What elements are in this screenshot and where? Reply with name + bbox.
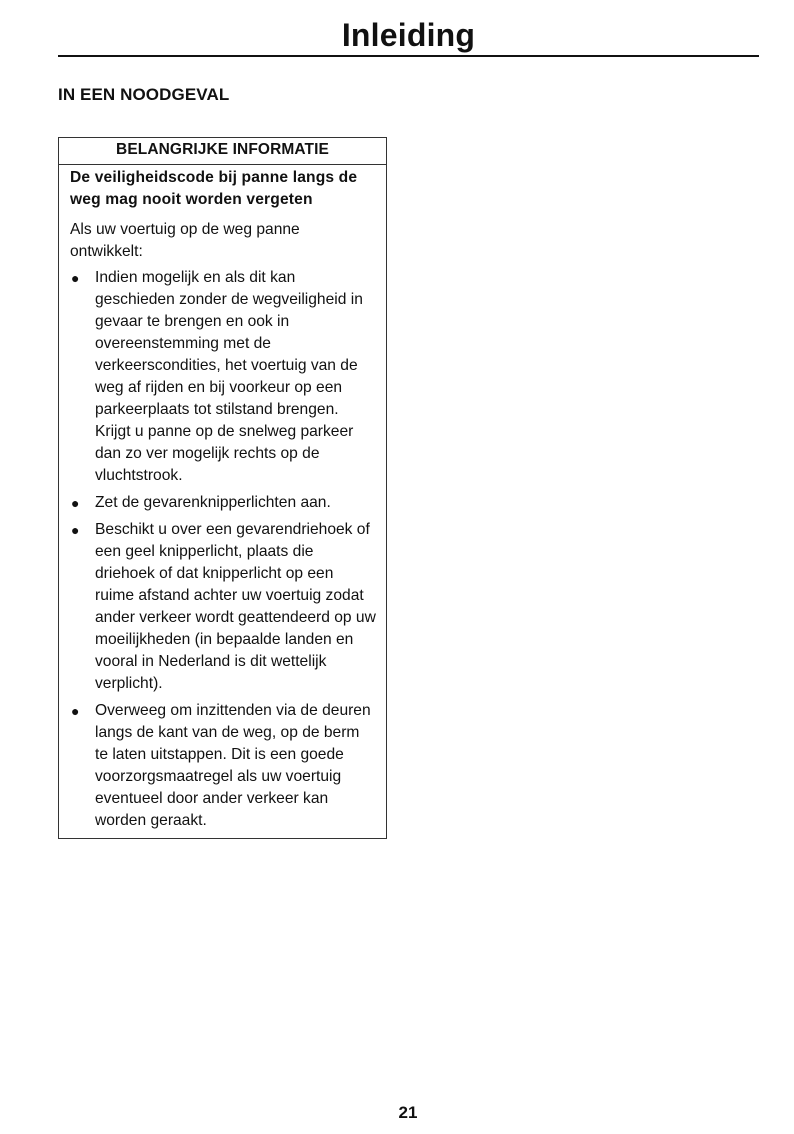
bullet-dot-icon: ● <box>71 703 80 719</box>
info-box-body <box>59 165 386 832</box>
bullet-text: Zet de gevarenknipperlichten aan. <box>95 494 331 511</box>
page-header <box>58 14 759 57</box>
bullet-dot-icon: ● <box>71 495 80 511</box>
page-title: Inleiding <box>341 17 476 53</box>
bullet-item <box>70 519 376 695</box>
bullet-dot-icon: ● <box>71 522 80 538</box>
bullet-text: Beschikt u over een gevarendriehoek of een geel knipperlicht, plaats die driehoek of dat knipperlicht op een ruime afstand achter uw voertuig zodat ander verkeer wordt geattendeerd op uw moeilijkheden (in bepaalde landen en vooral in Nederland is dit wettelijk verplicht). <box>95 521 376 692</box>
bullet-text: Overweeg om inzittenden via de deuren langs de kant van de weg, op de berm te laten uitstappen. Dit is een goede voorzorgsmaatregel als uw voertuig eventueel door ander verkeer kan worden geraakt. <box>95 702 371 829</box>
bullet-text: Indien mogelijk en als dit kan geschieden zonder de wegveiligheid in gevaar te brengen en ook in overeenstemming met de verkeerscondities, het voertuig van de weg af rijden en bij voorkeur op een parkeerplaats tot stilstand brengen. Krijgt u panne op de snelweg parkeer dan zo ver mogelijk rechts op de vluchtstrook. <box>95 269 363 484</box>
warning-title: De veiligheidscode bij panne langs de weg mag nooit worden vergeten <box>70 169 358 208</box>
bullet-item <box>70 492 376 514</box>
info-box-header: BELANGRIJKE INFORMATIE <box>59 138 386 165</box>
bullet-item <box>70 700 376 832</box>
intro-text: Als uw voertuig op de weg panne ontwikkelt: <box>70 221 300 260</box>
bullet-item <box>70 267 376 487</box>
page-number: 21 <box>398 1103 418 1122</box>
important-info-box <box>58 137 387 839</box>
bullet-dot-icon: ● <box>71 270 80 286</box>
bullet-list <box>70 267 376 832</box>
section-heading: IN EEN NOODGEVAL <box>58 85 230 104</box>
